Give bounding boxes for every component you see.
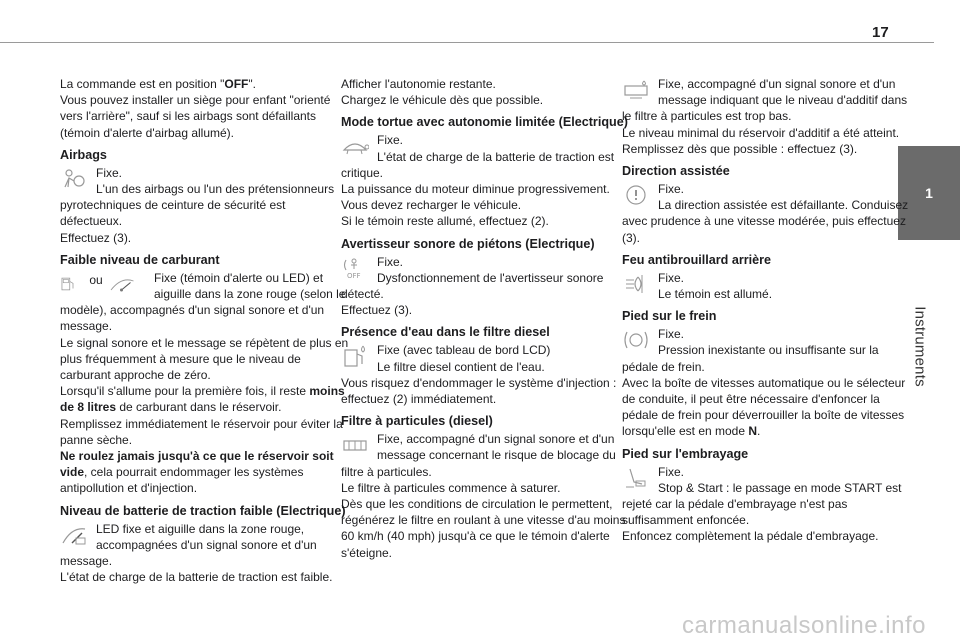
turtle-icon — [341, 134, 369, 164]
charge-text: Chargez le véhicule dès que possible. — [341, 93, 544, 108]
clutch-l3: Enfoncez complètement la pédale d'embrayage. — [622, 529, 879, 544]
clutch-l2: Stop & Start : le passage en mode START est rejeté car la pédale d'embrayage n'est pas suffisamment enfoncée. — [622, 480, 902, 528]
airbag-warning-icon — [60, 167, 88, 197]
header-rule — [0, 42, 934, 43]
fuel-or-text: ou — [89, 272, 103, 287]
pedestrian-l3: Effectuez (3). — [341, 303, 413, 318]
battery-t1: LED fixe et aiguille dans la zone rouge, accompagnées d'un signal sonore et d'un message. — [60, 521, 317, 569]
fuel-t1: Fixe (témoin d'alerte ou LED) et aiguille dans la zone rouge (selon le modèle), accompagnés d'un signal sonore et d'un message. — [60, 270, 346, 334]
water-l1: Fixe (avec tableau de bord LCD) — [377, 343, 551, 358]
svg-text:OFF: OFF — [347, 271, 361, 280]
fuel-t5: Ne roulez jamais jusqu'à ce que le réservoir soit vide, cela pourrait endommager les systèmes antipollution et d'injection. — [60, 449, 334, 496]
section-tab-number: 1 — [925, 185, 933, 201]
additive-l1: Fixe, accompagné d'un signal sonore et d'un message indiquant que le niveau d'additif dans le filtre à particules est trop bas. — [622, 77, 908, 124]
fuel-entry — [60, 270, 350, 497]
battery-t2: L'état de charge de la batterie de traction est faible. — [60, 570, 333, 585]
particle-filter-icon — [341, 433, 369, 463]
water-l3: Vous risquez d'endommager le système d'injection : effectuez (2) immédiatement. — [341, 375, 617, 407]
particles-heading: Filtre à particules (diesel) — [341, 414, 493, 429]
battery-gauge-icon — [60, 523, 88, 553]
clutch-heading: Pied sur l'embrayage — [622, 446, 749, 461]
clutch-pedal-icon — [622, 466, 650, 496]
water-in-diesel-icon — [341, 344, 369, 374]
particles-l3: Dès que les conditions de circulation le permettent, régénérez le filtre en roulant à une vitesse d'au moins 60 km/h (40 mph) jusqu'à ce que le témoin d'alerte s'éteigne. — [341, 497, 626, 560]
airbags-entry — [60, 165, 350, 246]
turtle-l2: L'état de charge de la batterie de traction est critique. — [341, 149, 615, 180]
brake-l2: Pression inexistante ou insuffisante sur la pédale de frein. — [622, 343, 879, 374]
fuel-t2: Le signal sonore et le message se répètent de plus en plus fréquemment à mesure que le niveau de carburant approche de zéro. — [60, 335, 349, 383]
pedestrian-l1: Fixe. — [377, 254, 404, 269]
water-l2: Le filtre diesel contient de l'eau. — [377, 359, 545, 374]
airbags-l3: Effectuez (3). — [60, 230, 132, 245]
particles-entry — [341, 431, 631, 561]
steering-l1: Fixe. — [658, 182, 685, 197]
water-entry — [341, 342, 631, 407]
intro-text: La commande est en position "OFF". Vous pouvez installer un siège pour enfant "orienté vers l'arrière", sauf si les airbags sont défaillants (témoin d'alerte d'airbag allumé). — [60, 77, 331, 140]
turtle-l1: Fixe. — [377, 133, 404, 148]
fog-entry — [622, 270, 912, 302]
airbags-heading: Airbags — [60, 147, 107, 162]
steering-heading: Direction assistée — [622, 164, 730, 179]
range-text: Afficher l'autonomie restante. — [341, 77, 496, 91]
fog-heading: Feu antibrouillard arrière — [622, 252, 772, 267]
pedestrian-horn-off-icon — [341, 256, 369, 286]
fuel-heading: Faible niveau de carburant — [60, 252, 220, 267]
steering-wheel-warning-icon — [622, 183, 650, 213]
steering-l2: La direction assistée est défaillante. Conduisez avec prudence à une vitesse modérée, puis effectuez (3). — [622, 198, 909, 245]
pedestrian-l2: Dysfonctionnement de l'avertisseur sonore détecté. — [341, 270, 604, 302]
fuel-t3: Lorsqu'il s'allume pour la première fois, il reste moins de 8 litres de carburant dans le réservoir. — [60, 384, 345, 415]
clutch-l1: Fixe. — [658, 464, 685, 479]
airbags-l1: Fixe. — [96, 165, 123, 180]
fog-l1: Fixe. — [658, 270, 685, 285]
fuel-pump-icon — [60, 272, 146, 302]
pedestrian-entry — [341, 254, 631, 319]
brake-heading: Pied sur le frein — [622, 309, 717, 324]
brake-l3: Avec la boîte de vitesses automatique ou le sélecteur de conduite, il peut être nécessaire d'enfoncer la pédale de frein pour déverrouiller la boîte de vitesses lorsqu'elle est en mode N. — [622, 375, 906, 439]
turtle-entry — [341, 132, 631, 229]
clutch-entry — [622, 464, 912, 545]
fuel-gauge-icon — [108, 272, 138, 296]
turtle-heading: Mode tortue avec autonomie limitée (Electrique) — [341, 115, 628, 130]
watermark: carmanualsonline.info — [682, 612, 926, 639]
brake-pedal-icon — [622, 328, 650, 358]
pedestrian-heading: Avertisseur sonore de piétons (Electrique) — [341, 236, 595, 251]
section-label-text: Instruments — [911, 306, 929, 387]
airbags-l2: L'un des airbags ou l'un des prétensionneurs pyrotechniques de ceinture de sécurité est défectueux. — [60, 182, 335, 229]
additive-l2: Le niveau minimal du réservoir d'additif a été atteint. — [622, 125, 900, 140]
fog-l2: Le témoin est allumé. — [658, 287, 773, 302]
battery-heading: Niveau de batterie de traction faible (Electrique) — [60, 503, 346, 518]
additive-level-icon — [622, 78, 650, 108]
column-2 — [341, 76, 631, 561]
turtle-l5: Si le témoin reste allumé, effectuez (2). — [341, 214, 549, 229]
additive-l3: Remplissez dès que possible : effectuez (3). — [622, 141, 858, 156]
brake-l1: Fixe. — [658, 327, 685, 342]
turtle-l4: Vous devez recharger le véhicule. — [341, 198, 522, 213]
page-number: 17 — [872, 24, 889, 41]
battery-entry — [60, 521, 350, 586]
turtle-l3: La puissance du moteur diminue progressivement. — [341, 182, 610, 197]
brake-entry — [622, 326, 912, 439]
column-3 — [622, 76, 912, 545]
particles-l2: Le filtre à particules commence à saturer. — [341, 480, 561, 495]
steering-entry — [622, 181, 912, 246]
fuel-t4: Remplissez immédiatement le réservoir pour éviter la panne sèche. — [60, 416, 343, 447]
water-heading: Présence d'eau dans le filtre diesel — [341, 325, 550, 340]
section-label — [910, 298, 930, 398]
column-1 — [60, 76, 350, 585]
rear-fog-lamp-icon — [622, 272, 650, 302]
particles-l1: Fixe, accompagné d'un signal sonore et d'un message concernant le risque de blocage du filtre à particules. — [341, 432, 616, 479]
additive-entry — [622, 76, 912, 157]
